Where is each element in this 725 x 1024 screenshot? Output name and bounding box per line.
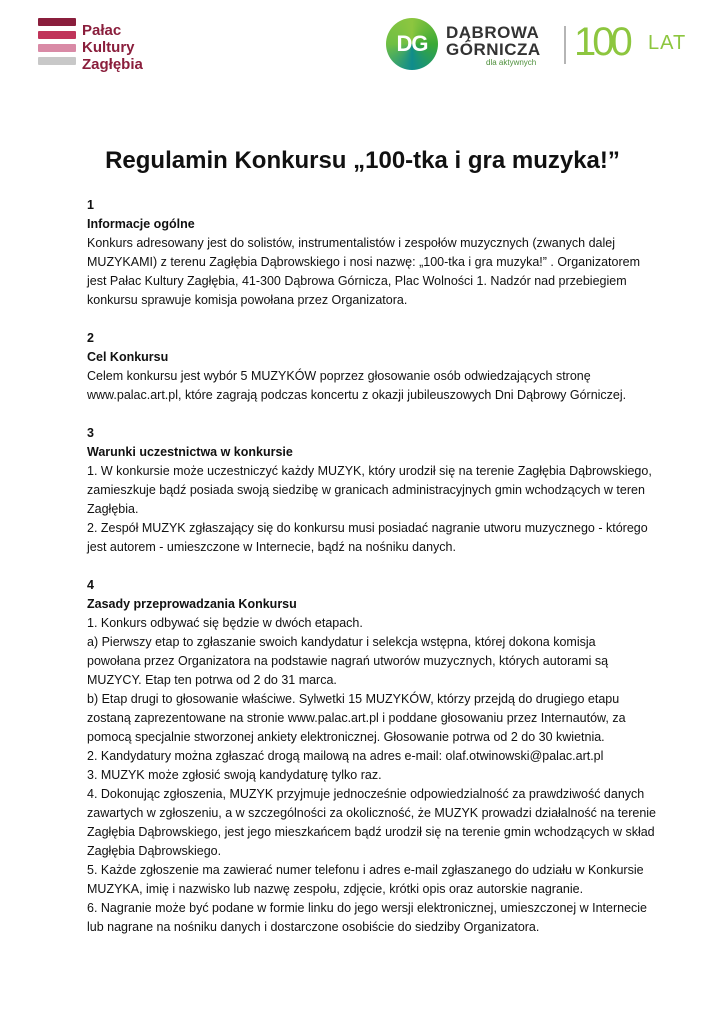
section-4 <box>87 576 657 937</box>
paragraph-line: konkursu sprawuje komisja powołana przez Organizatora. <box>87 293 408 307</box>
section-heading: Informacje ogólne <box>87 217 195 231</box>
section-3 <box>87 424 652 557</box>
logo-line: Pałac <box>82 22 122 39</box>
paragraph-line: www.palac.art.pl, które zagrają podczas koncertu z okazji jubileuszowych Dni Dąbrowy Górniczej. <box>87 388 627 402</box>
paragraph-line: 4. Dokonując zgłoszenia, MUZYK przyjmuje jednocześnie odpowiedzialność za prawdziwość danych <box>87 787 645 801</box>
dg-mark-icon: DG <box>386 18 438 70</box>
logo-divider <box>564 26 566 64</box>
palac-kultury-logo <box>38 18 188 74</box>
section-2 <box>87 329 647 405</box>
section-number: 3 <box>87 426 94 440</box>
section-heading: Cel Konkursu <box>87 350 169 364</box>
paragraph-line: Zagłębia Dąbrowskiego. <box>87 844 222 858</box>
section-heading: Warunki uczestnictwa w konkursie <box>87 445 293 459</box>
logo-line: Zagłębia <box>82 56 143 73</box>
document-body <box>87 196 657 956</box>
logo-line: Kultury <box>82 39 135 56</box>
paragraph-line: jest Pałac Kultury Zagłębia, 41-300 Dąbrowa Górnicza, Plac Wolności 1. Nadzór nad przebiegiem <box>87 274 627 288</box>
paragraph-line: powołana przez Organizatora na podstawie nagrań utworów muzycznych, których autorami są <box>87 654 609 668</box>
city-line-2: GÓRNICZA <box>446 40 541 59</box>
paragraph-line: Celem konkursu jest wybór 5 MUZYKÓW poprzez głosowanie osób odwiedzających stronę <box>87 369 591 383</box>
logo-name <box>82 22 143 73</box>
paragraph-line: 5. Każde zgłoszenie ma zawierać numer telefonu i adres e-mail zgłaszanego do udziału w Konkursie <box>87 863 644 877</box>
paragraph-line: zostaną zaprezentowane na stronie www.palac.art.pl i poddane głosowaniu przez Internautów, za <box>87 711 626 725</box>
paragraph-line: MUZYKA, imię i nazwisko lub nazwę zespołu, zdjęcie, krótki opis oraz autorskie nagranie. <box>87 882 584 896</box>
section-heading: Zasady przeprowadzania Konkursu <box>87 597 297 611</box>
paragraph-line: 1. W konkursie może uczestniczyć każdy MUZYK, który urodził się na terenie Zagłębia Dąbrowskiego, <box>87 464 652 478</box>
paragraph-line: pomocą specjalnie stworzonej ankiety elektronicznej. Głosowanie potrwa od 2 do 30 kwietnia. <box>87 730 605 744</box>
paragraph-line: lub nagrane na nośniku danych i dostarczone osobiście do siedziby Organizatora. <box>87 920 540 934</box>
paragraph-line: zawartych w zgłoszeniu, a w szczególności za okoliczność, że MUZYK prowadzi działalność na terenie <box>87 806 657 820</box>
paragraph-line: 2. Kandydatury można zgłaszać drogą mailową na adres e-mail: olaf.otwinowski@palac.art.pl <box>87 749 604 763</box>
section-1 <box>87 196 647 310</box>
logo-bar <box>38 57 76 65</box>
paragraph-line: b) Etap drugi to głosowanie właściwe. Sylwetki 15 MUZYKÓW, którzy przejdą do drugiego etapu <box>87 692 620 706</box>
section-number: 2 <box>87 331 94 345</box>
page-header <box>0 0 725 90</box>
paragraph-line: jest autorem - umieszczone w Internecie, bądź na nośniku danych. <box>87 540 456 554</box>
section-number: 1 <box>87 198 94 212</box>
city-tagline: dla aktywnych <box>486 58 537 67</box>
section-number: 4 <box>87 578 94 592</box>
paragraph-line: Konkurs adresowany jest do solistów, instrumentalistów i zespołów muzycznych (zwanych dalej <box>87 236 616 250</box>
logo-bar <box>38 18 76 26</box>
logo-bar <box>38 31 76 39</box>
paragraph-line: MUZYKAMI) z terenu Zagłębia Dąbrowskiego i nosi nazwę: „100-tka i gra muzyka!” . Organizatorem <box>87 255 640 269</box>
paragraph-line: Zagłębia. <box>87 502 139 516</box>
paragraph-line: zamieszkuje bądź posiada swoją siedzibę w granicach administracyjnych gmin wchodzących w teren <box>87 483 645 497</box>
paragraph-line: a) Pierwszy etap to zgłaszanie swoich kandydatur i selekcja wstępna, której dokona komisja <box>87 635 596 649</box>
paragraph-line: 2. Zespół MUZYK zgłaszający się do konkursu musi posiadać nagranie utworu muzycznego - którego <box>87 521 648 535</box>
anniversary-word: LAT <box>648 32 687 54</box>
city-line-1: DĄBROWA <box>446 23 540 42</box>
logo-bar <box>38 44 76 52</box>
document-title: Regulamin Konkursu „100-tka i gra muzyka!” <box>105 147 620 174</box>
city-name <box>446 24 541 68</box>
dabrowa-gornicza-logo <box>386 18 696 74</box>
paragraph-line: 3. MUZYK może zgłosić swoją kandydaturę tylko raz. <box>87 768 382 782</box>
logo-bars-icon <box>38 18 76 68</box>
paragraph-line: 6. Nagranie może być podane w formie linku do jego wersji elektronicznej, umieszczonej w Internecie <box>87 901 647 915</box>
paragraph-line: 1. Konkurs odbywać się będzie w dwóch etapach. <box>87 616 363 630</box>
paragraph-line: MUZYCY. Etap ten potrwa od 2 do 31 marca. <box>87 673 337 687</box>
anniversary-number: 100 <box>574 20 629 64</box>
paragraph-line: Zagłębia Dąbrowskiego, jest jego mieszkańcem bądź urodził się na terenie gmin wchodzących w skład <box>87 825 655 839</box>
